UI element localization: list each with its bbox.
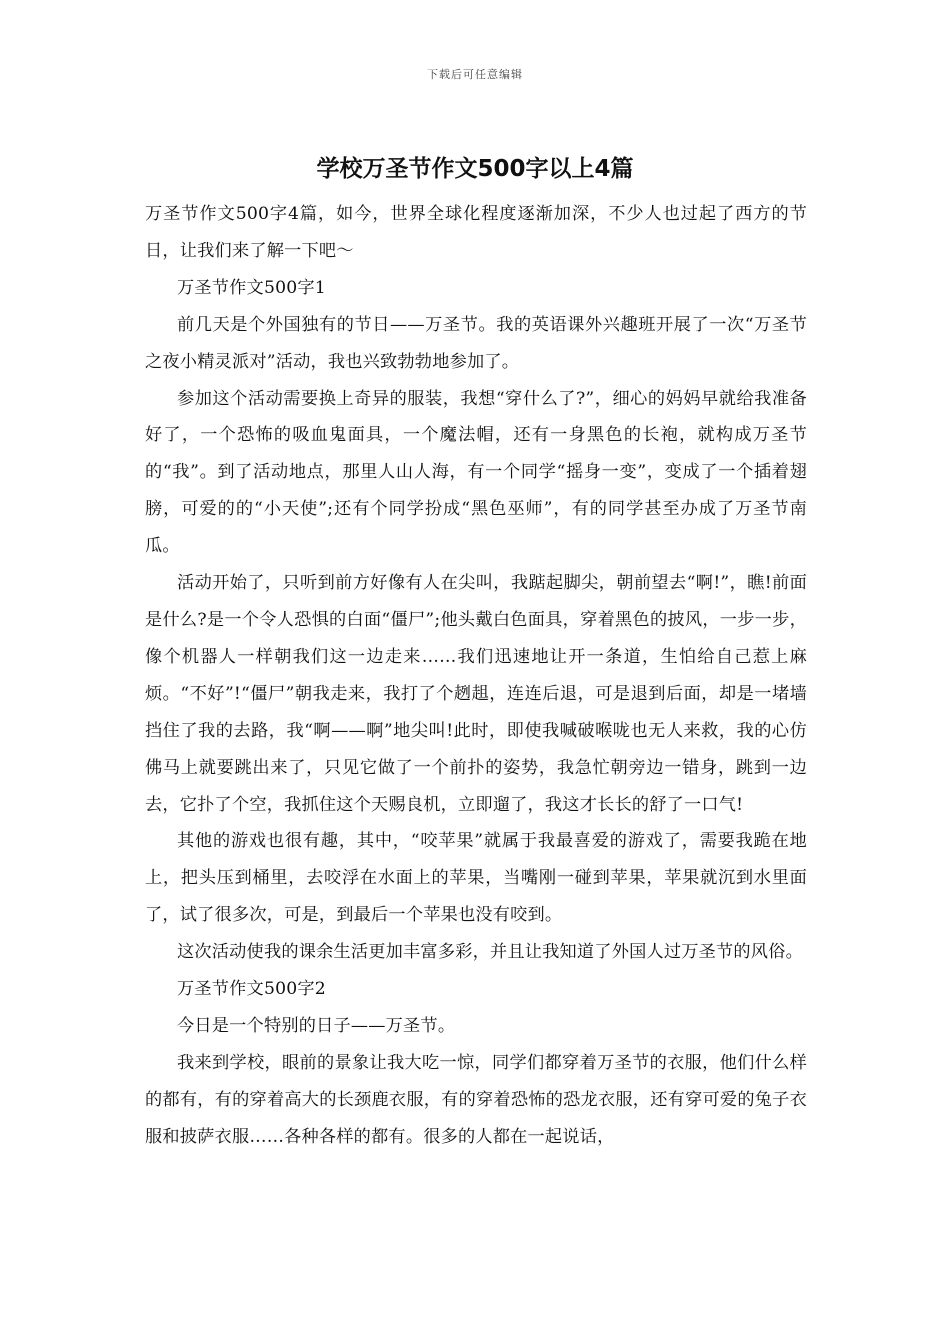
header-note: 下载后可任意编辑: [427, 68, 523, 81]
intro-paragraph: 万圣节作文500字4篇，如今，世界全球化程度逐渐加深，不少人也过起了西方的节日，让我们来了解一下吧～: [145, 204, 807, 261]
document-title: 学校万圣节作文500字以上4篇: [316, 156, 634, 182]
paragraph: 其他的游戏也很有趣，其中，“咬苹果”就属于我最喜爱的游戏了，需要我跪在地上，把头压到桶里，去咬浮在水面上的苹果，当嘴刚一碰到苹果，苹果就沉到水里面了，试了很多次，可是，到最后一个苹果也没有咬到。: [145, 831, 807, 926]
paragraph: 活动开始了，只听到前方好像有人在尖叫，我踮起脚尖，朝前望去“啊!”，瞧!前面是什么?是一个令人恐惧的白面“僵尸”;他头戴白色面具，穿着黑色的披风，一步一步，像个机器人一样朝我们这一边走来……我们迅速地让开一条道，生怕给自己惹上麻烦。“不好”!“僵尸”朝我走来，我打了个趔趄，连连后退，可是退到后面，却是一堵墙挡住了我的去路，我“啊——啊”地尖叫!此时，即使我喊破喉咙也无人来救，我的心仿佛马上就要跳出来了，只见它做了一个前扑的姿势，我急忙朝旁边一错身，跳到一边去，它扑了个空，我抓住这个天赐良机，立即遛了，我这才长长的舒了一口气!: [145, 573, 807, 815]
paragraph: 这次活动使我的课余生活更加丰富多彩，并且让我知道了外国人过万圣节的风俗。: [177, 942, 803, 963]
essay-1-heading: 万圣节作文500字1: [177, 277, 326, 298]
essay-2-heading: 万圣节作文500字2: [177, 979, 326, 1000]
paragraph: 参加这个活动需要换上奇异的服装，我想“穿什么了?”，细心的妈妈早就给我准备好了，一个恐怖的吸血鬼面具，一个魔法帽，还有一身黑色的长袍，就构成万圣节的“我”。到了活动地点，那里人山人海，有一个同学“摇身一变”，变成了一个插着翅膀，可爱的的“小天使”;还有个同学扮成“黑色巫师”，有的同学甚至办成了万圣节南瓜。: [145, 388, 807, 557]
document-body: [145, 196, 807, 1156]
paragraph: 前几天是个外国独有的节日——万圣节。我的英语课外兴趣班开展了一次“万圣节之夜小精灵派对”活动，我也兴致勃勃地参加了。: [145, 314, 807, 372]
paragraph: 今日是一个特别的日子——万圣节。: [177, 1015, 456, 1036]
paragraph: 我来到学校，眼前的景象让我大吃一惊，同学们都穿着万圣节的衣服，他们什么样的都有，有的穿着高大的长颈鹿衣服，有的穿着恐怖的恐龙衣服，还有穿可爱的兔子衣服和披萨衣服……各种各样的都有。很多的人都在一起说话，: [145, 1052, 807, 1147]
